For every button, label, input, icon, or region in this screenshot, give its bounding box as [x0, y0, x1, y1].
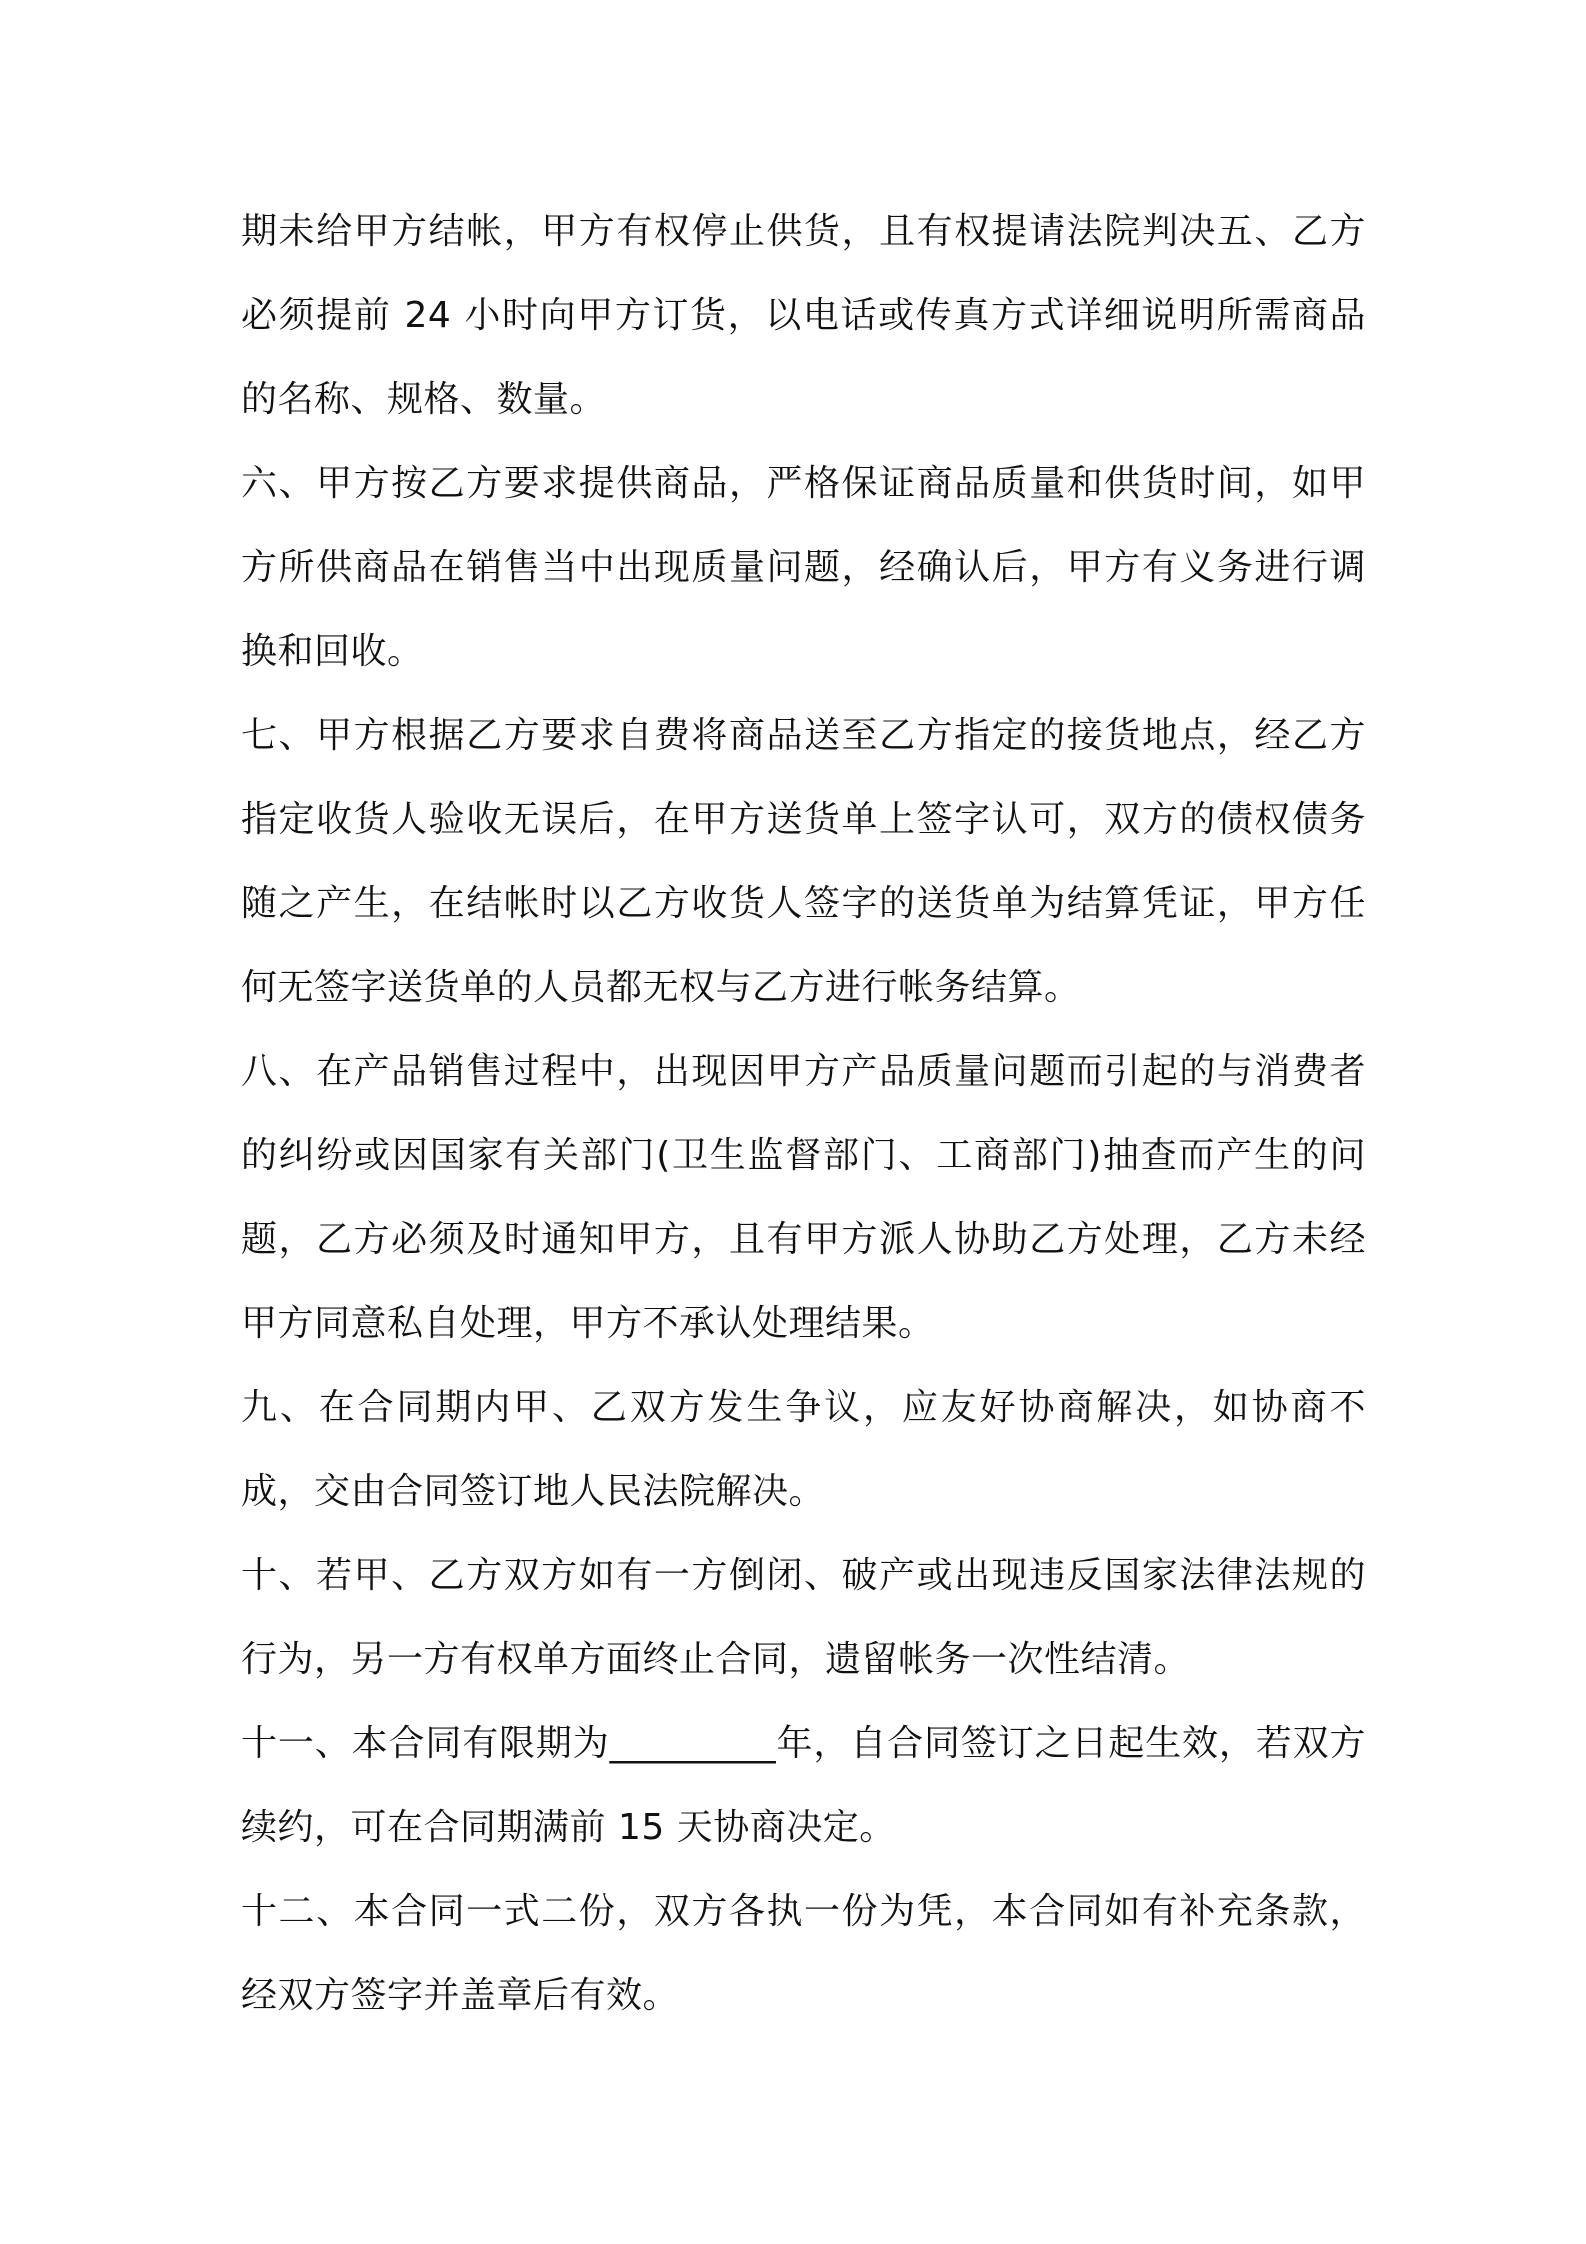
contract-body [241, 190, 1366, 2038]
clause-paragraph: 九、在合同期内甲、乙双方发生争议，应友好协商解决，如协商不成，交由合同签订地人民法院解决。 [241, 1387, 1366, 1512]
clause-paragraph: 十、若甲、乙方双方如有一方倒闭、破产或出现违反国家法律法规的行为，另一方有权单方面终止合同，遗留帐务一次性结清。 [241, 1555, 1366, 1680]
clause-paragraph: 十一、本合同有限期为_________年，自合同签订之日起生效，若双方续约，可在合同期满前 15 天协商决定。 [241, 1723, 1366, 1848]
clause-paragraph: 六、甲方按乙方要求提供商品，严格保证商品质量和供货时间，如甲方所供商品在销售当中出现质量问题，经确认后，甲方有义务进行调换和回收。 [241, 463, 1366, 672]
clause-paragraph: 十二、本合同一式二份，双方各执一份为凭，本合同如有补充条款，经双方签字并盖章后有效。 [241, 1891, 1366, 2016]
clause-paragraph: 八、在产品销售过程中，出现因甲方产品质量问题而引起的与消费者的纠纷或因国家有关部门(卫生监督部门、工商部门)抽查而产生的问题，乙方必须及时通知甲方，且有甲方派人协助乙方处理，乙方未经甲方同意私自处理，甲方不承认处理结果。 [241, 1051, 1366, 1344]
clause-paragraph: 七、甲方根据乙方要求自费将商品送至乙方指定的接货地点，经乙方指定收货人验收无误后，在甲方送货单上签字认可，双方的债权债务随之产生，在结帐时以乙方收货人签字的送货单为结算凭证，甲方任何无签字送货单的人员都无权与乙方进行帐务结算。 [241, 715, 1366, 1008]
clause-paragraph: 期未给甲方结帐，甲方有权停止供货，且有权提请法院判决五、乙方必须提前 24 小时向甲方订货，以电话或传真方式详细说明所需商品的名称、规格、数量。 [241, 211, 1366, 420]
